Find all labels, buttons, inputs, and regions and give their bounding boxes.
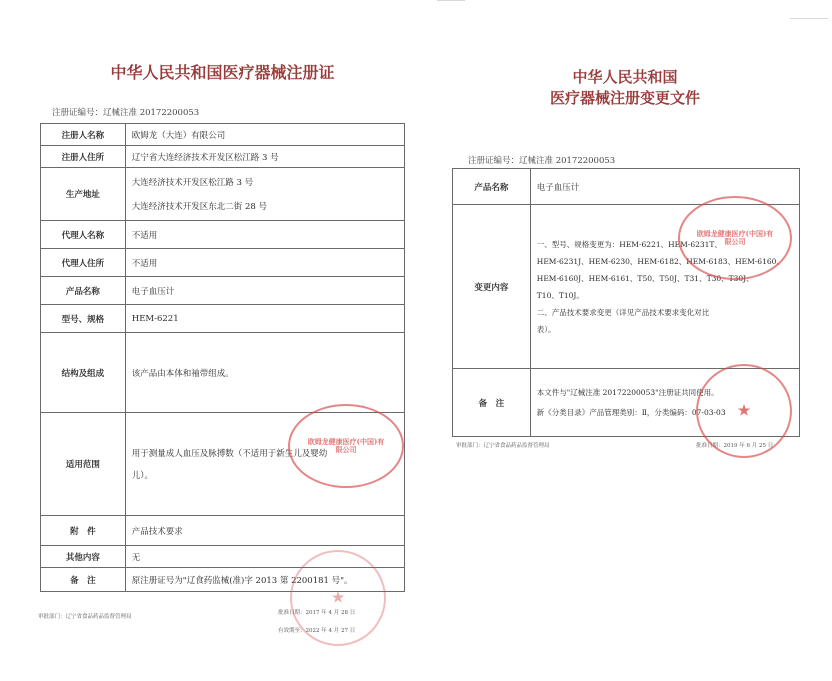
row-value: 辽宁省大连经济技术开发区松江路 3 号 — [125, 146, 404, 168]
seal-star-icon: ★ — [331, 589, 345, 606]
remark-line: 新《分类目录》产品管理类别：Ⅱ，分类编码：07-03-03 — [536, 407, 726, 417]
left-document-title: 中华人民共和国医疗器械注册证 — [110, 63, 335, 82]
row-label: 附 件 — [41, 516, 126, 546]
row-value: 电子血压计 — [125, 277, 404, 305]
authority-seal — [290, 550, 386, 646]
seal-star-icon: ★ — [737, 402, 751, 419]
table-row — [41, 516, 405, 546]
company-seal — [678, 196, 792, 280]
row-label: 生产地址 — [41, 168, 126, 221]
right-approval-date: 批准日期：2019 年 6 月 25 日 — [696, 443, 774, 449]
scan-mark — [437, 0, 465, 1]
left-issuing-authority: 审批部门：辽宁省食品药品监督管理局 — [38, 614, 132, 620]
row-label: 其他内容 — [41, 546, 126, 568]
row-label: 型号、规格 — [41, 305, 126, 333]
row-value: 原注册证号为"辽食药监械(准)字 2013 第 2200181 号"。 — [125, 568, 404, 592]
row-label: 结构及组成 — [41, 333, 126, 413]
row-value: 欧姆龙（大连）有限公司 — [125, 124, 404, 146]
scan-mark — [790, 18, 828, 19]
right-issuing-authority: 审批部门：辽宁省食品药品监督管理局 — [456, 443, 550, 449]
left-approval-date: 批准日期：2017 年 4 月 28 日 — [278, 610, 356, 616]
scope-line-1: 用于测量成人血压及脉搏数（不适用于新生儿及婴幼 — [131, 449, 328, 459]
change-line: T10、T10J。 — [536, 290, 584, 300]
seal-text: 欧姆龙健康医疗(中国)有限公司 — [307, 436, 385, 454]
change-line: 表）。 — [536, 324, 556, 334]
company-seal — [288, 404, 404, 488]
table-row — [41, 146, 405, 168]
row-label: 适用范围 — [41, 413, 126, 516]
row-label: 产品名称 — [41, 277, 126, 305]
table-row — [41, 333, 405, 413]
left-registration-table — [40, 123, 405, 592]
scope-line-2: 儿）。 — [131, 471, 154, 481]
change-line: HEM-6160J、HEM-6161、T50、T50J、T31、T30、T30J、 — [536, 273, 754, 283]
row-value: 电子血压计 — [530, 169, 799, 205]
row-label: 产品名称 — [453, 169, 531, 205]
seal-text: 欧姆龙健康医疗(中国)有限公司 — [696, 228, 774, 246]
row-label: 备 注 — [41, 568, 126, 592]
table-row — [41, 168, 405, 221]
row-value: 不适用 — [125, 221, 404, 249]
left-registration-number: 注册证编号：辽械注准 20172200053 — [52, 108, 200, 118]
remark-line: 本文件与"辽械注准 20172200053"注册证共同使用。 — [536, 387, 719, 397]
authority-seal — [696, 364, 792, 458]
row-value: 不适用 — [125, 249, 404, 277]
row-value: HEM-6221 — [125, 305, 404, 333]
row-value: 无 — [125, 546, 404, 568]
address-line-2: 大连经济技术开发区东北二街 28 号 — [131, 202, 268, 212]
row-label: 注册人名称 — [41, 124, 126, 146]
table-row — [41, 277, 405, 305]
row-value: 该产品由本体和袖带组成。 — [125, 333, 404, 413]
table-row — [41, 221, 405, 249]
row-label: 代理人名称 — [41, 221, 126, 249]
change-line: 一、型号、规格变更为：HEM-6221、HEM-6231T、 — [536, 239, 722, 249]
row-label: 代理人住所 — [41, 249, 126, 277]
row-label: 备 注 — [453, 369, 531, 437]
address-line-1: 大连经济技术开发区松江路 3 号 — [131, 178, 254, 188]
right-document-title-line1: 中华人民共和国 — [572, 68, 678, 86]
right-document-title-line2: 医疗器械注册变更文件 — [549, 89, 700, 107]
row-label: 注册人住所 — [41, 146, 126, 168]
table-row — [41, 124, 405, 146]
row-value: 产品技术要求 — [125, 516, 404, 546]
table-row — [41, 249, 405, 277]
row-label: 变更内容 — [453, 205, 531, 369]
right-registration-number: 注册证编号：辽械注准 20172200053 — [468, 156, 616, 166]
left-expiry-date: 有效期至：2022 年 4 月 27 日 — [278, 628, 356, 634]
change-line: HEM-6231J、HEM-6230、HEM-6182、HEM-6183、HEM-6160、 — [536, 256, 784, 266]
change-line: 二、产品技术要求变更（详见产品技术要求变化对比 — [536, 307, 710, 317]
table-row — [41, 305, 405, 333]
row-value — [125, 168, 404, 221]
